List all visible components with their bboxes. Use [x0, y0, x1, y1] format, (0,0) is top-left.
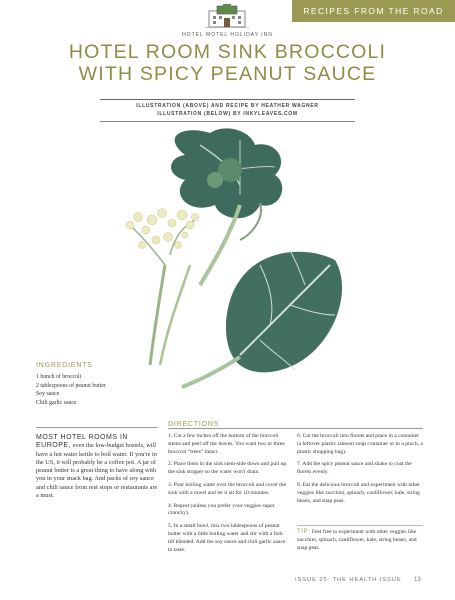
- section-label: RECIPES FROM THE ROAD: [292, 0, 455, 22]
- credit-line-2: ILLUSTRATION (BELOW) BY INKYLEAVES.COM: [157, 110, 298, 117]
- tip-label: TIP:: [297, 529, 311, 535]
- tip-divider: [297, 525, 423, 526]
- intro-body: even the low-budget hostels, will have a hot water kettle to boil water. If you're in the US, it will probably be a coffee pot. A jar of peanut butter is a great thing to have along with you in your snack bag. And packs of soy sauce and chili sauce from rest stops or restaurants are a must.: [36, 442, 158, 500]
- ingredient-item: 1 bunch of broccoli: [36, 374, 82, 380]
- broccoli-leaf-lower: [182, 250, 342, 387]
- tip-text: Feel free to experiment with other veggies like zucchini, spinach, cauliflower, kale, string beans, and snap peas.: [297, 529, 417, 551]
- tip-box: [297, 529, 423, 552]
- direction-step: 1. Cut a few inches off the bottom of the broccoli stems and peel off the leaves. You want two or three broccoli “trees” intact.: [168, 433, 285, 455]
- ingredient-item: Chili garlic sauce: [36, 399, 77, 406]
- ingredients-heading: INGREDIENTS: [36, 362, 93, 369]
- direction-step: 4. Repeat (unless you prefer your veggies super crunchy).: [168, 502, 275, 517]
- directions-column-1: [168, 433, 289, 559]
- hotel-logo-icon: [205, 3, 249, 29]
- credits: [100, 103, 355, 118]
- divider-top: [100, 99, 355, 100]
- direction-step: 5. In a small bowl, mix two tablespoons of peanut butter with a little boiling water and stir with a fork till blended. Add the soy sauce and chili garlic sauce to taste.: [168, 523, 286, 553]
- direction-step: 2. Place them in the sink stem-side down and pull up the sink stopper so the water won't drain.: [168, 461, 287, 476]
- ingredient-item: Soy sauce: [36, 391, 60, 398]
- page-number: 13: [414, 577, 421, 583]
- direction-step: 6. Cut the broccoli into florets and place in a container (a leftover plastic takeout soup container or in a pinch, a plastic shopping bag).: [297, 433, 423, 455]
- title-line-2: WITH SPICY PEANUT SAUCE: [78, 63, 377, 85]
- divider-bottom: [100, 121, 355, 122]
- intro-paragraph: [36, 434, 158, 500]
- broccoli-flowers: [126, 209, 199, 366]
- ingredient-item: 2 tablespoons of peanut butter: [36, 382, 106, 389]
- footer-issue: ISSUE 25: THE HEALTH ISSUE: [295, 577, 402, 583]
- directions-heading: DIRECTIONS: [168, 421, 220, 428]
- credit-line-1: ILLUSTRATION (ABOVE) AND RECIPE BY HEATHER WAGNER: [136, 103, 319, 109]
- broccoli-illustration: [90, 125, 350, 405]
- ingredients-list: [36, 373, 106, 407]
- directions-column-2: [297, 433, 423, 510]
- direction-step: 8. Eat the delicious broccoli and experiment with other veggies like zucchini, spinach, cauliflower, kale, string beans, and snap peas.: [297, 481, 420, 504]
- intro-divider: [36, 427, 158, 428]
- directions-divider: [168, 428, 423, 429]
- recipe-title: [60, 41, 395, 85]
- direction-step: 3. Pour boiling water over the broccoli and cover the sink with a towel and let it sit for 10 minutes.: [168, 481, 287, 496]
- intro-lead: MOST HOTEL ROOMS IN EUROPE,: [36, 434, 128, 450]
- logo-text: HOTEL MOTEL HOLIDAY INN: [182, 32, 273, 38]
- direction-step: 7. Add the spicy peanut sauce and shake to coat the florets evenly.: [297, 461, 412, 476]
- title-line-1: HOTEL ROOM SINK BROCCOLI: [68, 41, 387, 63]
